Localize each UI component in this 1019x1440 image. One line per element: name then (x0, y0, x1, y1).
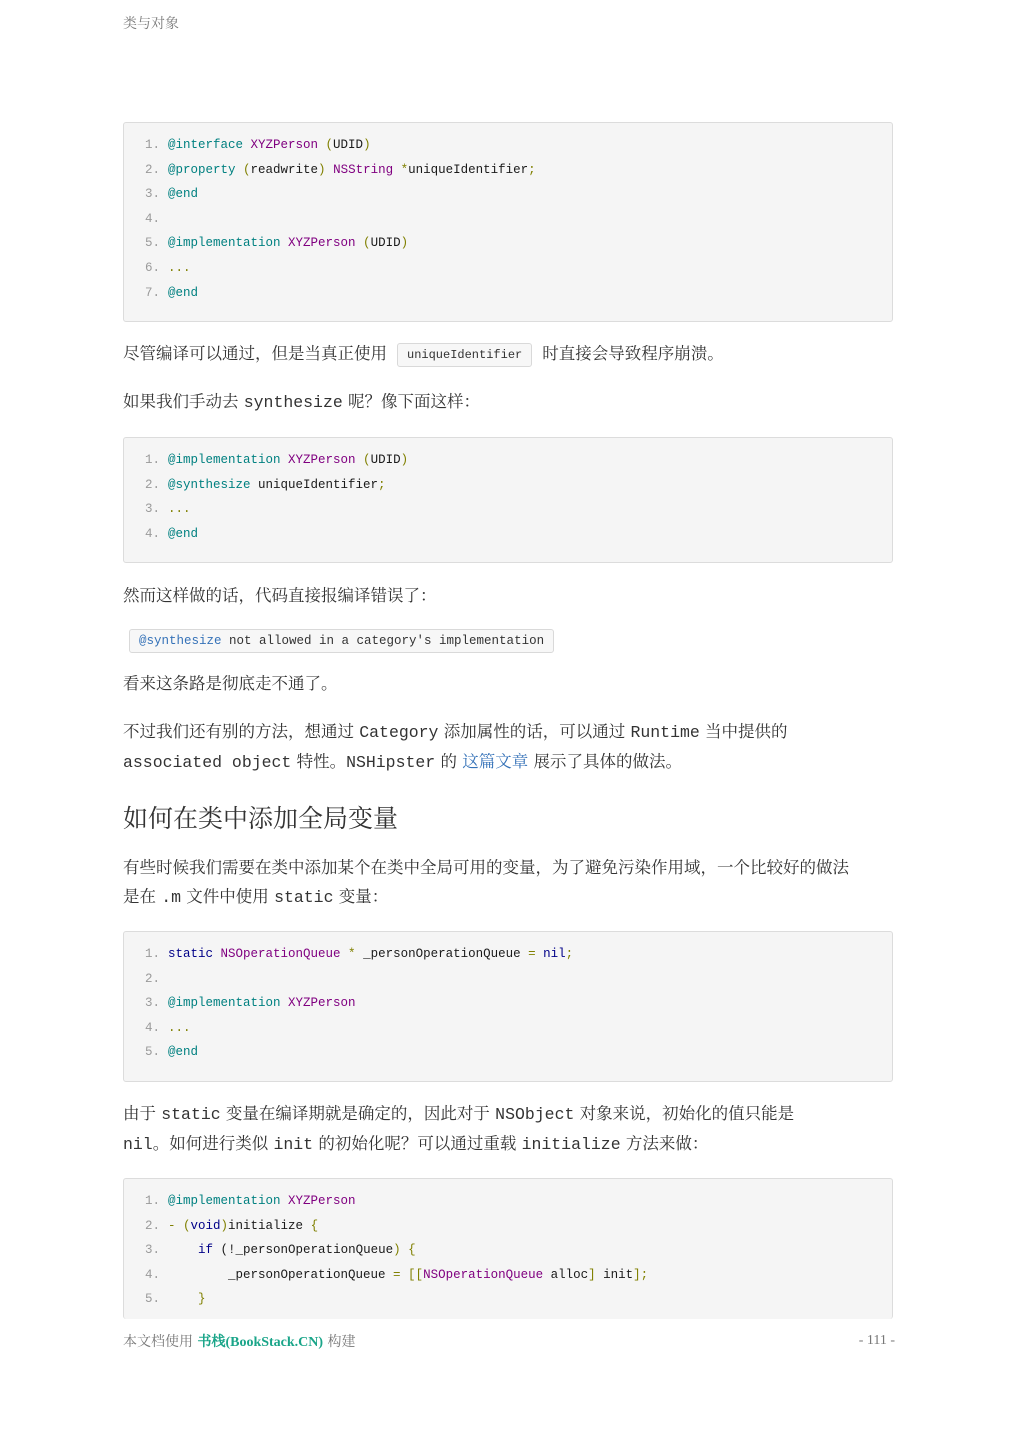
code-token: static (168, 947, 221, 961)
code-token: @interface (168, 138, 251, 152)
code-token: initialize (228, 1218, 311, 1233)
code-token: ... (168, 1020, 191, 1035)
code-block-initialize (123, 1178, 893, 1319)
code-token: ] (588, 1267, 604, 1282)
code-token: @end (168, 285, 199, 300)
code-token: ) (400, 453, 409, 467)
code-token: _personOperationQueue (363, 947, 529, 961)
line-number: 5. (144, 1045, 160, 1060)
code-token: nil (543, 947, 566, 961)
code-token: ; (565, 947, 574, 961)
code-line (124, 1290, 892, 1315)
code-line (124, 185, 892, 210)
code-text (168, 284, 198, 302)
code-token: ; (528, 162, 536, 177)
code-token: UDID (370, 236, 401, 251)
code-token: @property (168, 162, 244, 177)
line-number: 5. (144, 236, 160, 251)
code-text (168, 525, 198, 543)
code-token: ( (363, 453, 371, 467)
code-text (168, 500, 191, 518)
line-number: 6. (144, 260, 160, 275)
section-heading: 如何在类中添加全局变量 (123, 804, 399, 833)
code-token: @implementation (168, 1194, 289, 1208)
paragraph-synthesize-question: 如果我们手动去 synthesize 呢？像下面这样： (123, 392, 481, 412)
code-line (124, 1241, 892, 1266)
line-number: 3. (144, 502, 160, 517)
code-text (168, 451, 408, 469)
line-number: 2. (144, 162, 160, 177)
code-token: init (603, 1267, 634, 1282)
code-token: @synthesize (168, 477, 259, 492)
code-token: _personOperationQueue (235, 1243, 394, 1258)
code-token: ) (363, 138, 371, 152)
code-line (124, 1266, 892, 1291)
line-number: 2. (144, 1218, 160, 1233)
code-token: ) (393, 1243, 409, 1258)
code-token: @implementation (168, 996, 289, 1011)
code-text (168, 1241, 416, 1259)
code-token: @implementation (168, 236, 289, 251)
code-text (168, 185, 198, 203)
code-token: } (198, 1292, 206, 1307)
code-block-synthesize (123, 437, 893, 563)
code-token: ) (220, 1218, 229, 1233)
line-number: 4. (144, 211, 160, 226)
code-token: ... (168, 260, 191, 275)
code-line (124, 259, 892, 284)
code-text (168, 1043, 198, 1061)
error-message: @synthesize not allowed in a category's implementation (129, 629, 554, 653)
code-token: alloc (550, 1267, 589, 1282)
line-number: 1. (144, 1194, 160, 1208)
paragraph-initialize: 由于 static 变量在编译期就是确定的，因此对于 NSObject 对象来说，初始化的值只能是 nil。如何进行类似 init 的初始化呢？可以通过重载 initialize 方法来做： (123, 1104, 795, 1154)
code-token: { (408, 1243, 416, 1258)
code-token: ) (400, 236, 409, 251)
line-number: 3. (144, 1243, 160, 1258)
code-token: if (198, 1243, 221, 1258)
code-line (124, 476, 892, 501)
line-number: 4. (144, 526, 160, 541)
code-token: * (400, 162, 409, 177)
paragraph-crash-note: 尽管编译可以通过，但是当真正使用 uniqueIdentifier 时直接会导致程序崩溃。 (123, 339, 895, 368)
code-token: ( (363, 236, 371, 251)
code-text (168, 476, 386, 494)
paragraph-static-variable: 有些时候我们需要在类中添加某个在类中全局可用的变量，为了避免污染作用域，一个比较好的做法 是在 .m 文件中使用 static 变量： (123, 858, 849, 907)
line-number: 2. (144, 477, 160, 492)
code-text (168, 1290, 206, 1308)
code-token: @end (168, 1045, 199, 1060)
code-text (168, 234, 408, 252)
line-number: 4. (144, 1020, 160, 1035)
page-number: - 111 - (858, 1333, 895, 1348)
code-block-static (123, 931, 893, 1082)
page-header-title: 类与对象 (123, 16, 179, 32)
code-token: XYZPerson (288, 996, 356, 1011)
code-token: = [[ (393, 1267, 424, 1282)
code-token: @end (168, 187, 199, 202)
footer-credit: 本文档使用 书栈(BookStack.CN) 构建 (123, 1334, 356, 1350)
code-token: _personOperationQueue (168, 1267, 394, 1282)
code-token: ; (378, 477, 386, 492)
code-line (124, 1217, 892, 1242)
line-number: 1. (144, 138, 160, 152)
code-token: ) (318, 162, 334, 177)
code-token: @implementation (168, 453, 289, 467)
code-token: = (528, 947, 544, 961)
code-token: @end (168, 526, 199, 541)
line-number: 1. (144, 453, 160, 467)
code-line (124, 994, 892, 1019)
paragraph-dead-end: 看来这条路是彻底走不通了。 (123, 674, 338, 693)
code-token: ... (168, 502, 191, 517)
line-number: 4. (144, 1267, 160, 1282)
code-token: XYZPerson (250, 138, 326, 152)
line-number: 7. (144, 285, 160, 300)
code-line (124, 945, 892, 970)
code-block-interface (123, 122, 893, 322)
code-token: ]; (633, 1267, 649, 1282)
code-token: ( (243, 162, 251, 177)
code-line (124, 500, 892, 525)
code-text (168, 994, 356, 1012)
line-number: 2. (144, 971, 160, 986)
code-token: * (348, 947, 364, 961)
code-line (124, 525, 892, 550)
code-token: XYZPerson (288, 236, 364, 251)
code-token: UDID (333, 138, 364, 152)
code-token: NSString (333, 162, 401, 177)
code-text (168, 259, 191, 277)
inline-code-uniqueidentifier: uniqueIdentifier (397, 343, 532, 367)
line-number: 1. (144, 947, 160, 961)
code-token: (! (220, 1243, 236, 1258)
paragraph-compile-error: 然而这样做的话，代码直接报编译错误了： (123, 586, 437, 605)
line-number: 3. (144, 187, 160, 202)
code-text (168, 136, 371, 154)
code-token: ( (325, 138, 334, 152)
code-token: readwrite (250, 162, 319, 177)
code-token: - ( (168, 1218, 191, 1233)
code-text (168, 1019, 191, 1037)
line-number: 3. (144, 996, 160, 1011)
paragraph-associated-object: 不过我们还有别的方法，想通过 Category 添加属性的话，可以通过 Runtime 当中提供的 associated object 特性。NSHipster 的 这篇文章 展示了具体的做法。 (123, 722, 788, 772)
code-token: uniqueIdentifier (408, 162, 529, 177)
article-link[interactable]: 这篇文章 (462, 752, 529, 771)
code-line (124, 161, 892, 186)
code-token: UDID (370, 453, 401, 467)
code-line (124, 1043, 892, 1068)
code-token: NSOperationQueue (220, 947, 349, 961)
code-line (124, 136, 892, 161)
code-token: XYZPerson (288, 453, 364, 467)
code-token (168, 1243, 198, 1257)
code-text (168, 1192, 356, 1210)
code-line (124, 284, 892, 309)
code-token: { (310, 1218, 319, 1233)
code-line (124, 1019, 892, 1044)
code-line (124, 210, 892, 235)
code-line (124, 234, 892, 259)
code-token: uniqueIdentifier (258, 477, 379, 492)
code-line (124, 1192, 892, 1217)
code-line (124, 451, 892, 476)
code-token: XYZPerson (288, 1194, 356, 1208)
code-token: NSOperationQueue (423, 1267, 551, 1282)
line-number: 5. (144, 1292, 160, 1307)
code-text (168, 1266, 648, 1284)
code-token (168, 1292, 198, 1306)
code-text (168, 161, 536, 179)
code-token: void (190, 1218, 221, 1233)
code-line (124, 970, 892, 995)
code-text (168, 945, 573, 963)
code-text (168, 1217, 318, 1235)
bookstack-link[interactable]: 书栈(BookStack.CN) (197, 1335, 324, 1350)
